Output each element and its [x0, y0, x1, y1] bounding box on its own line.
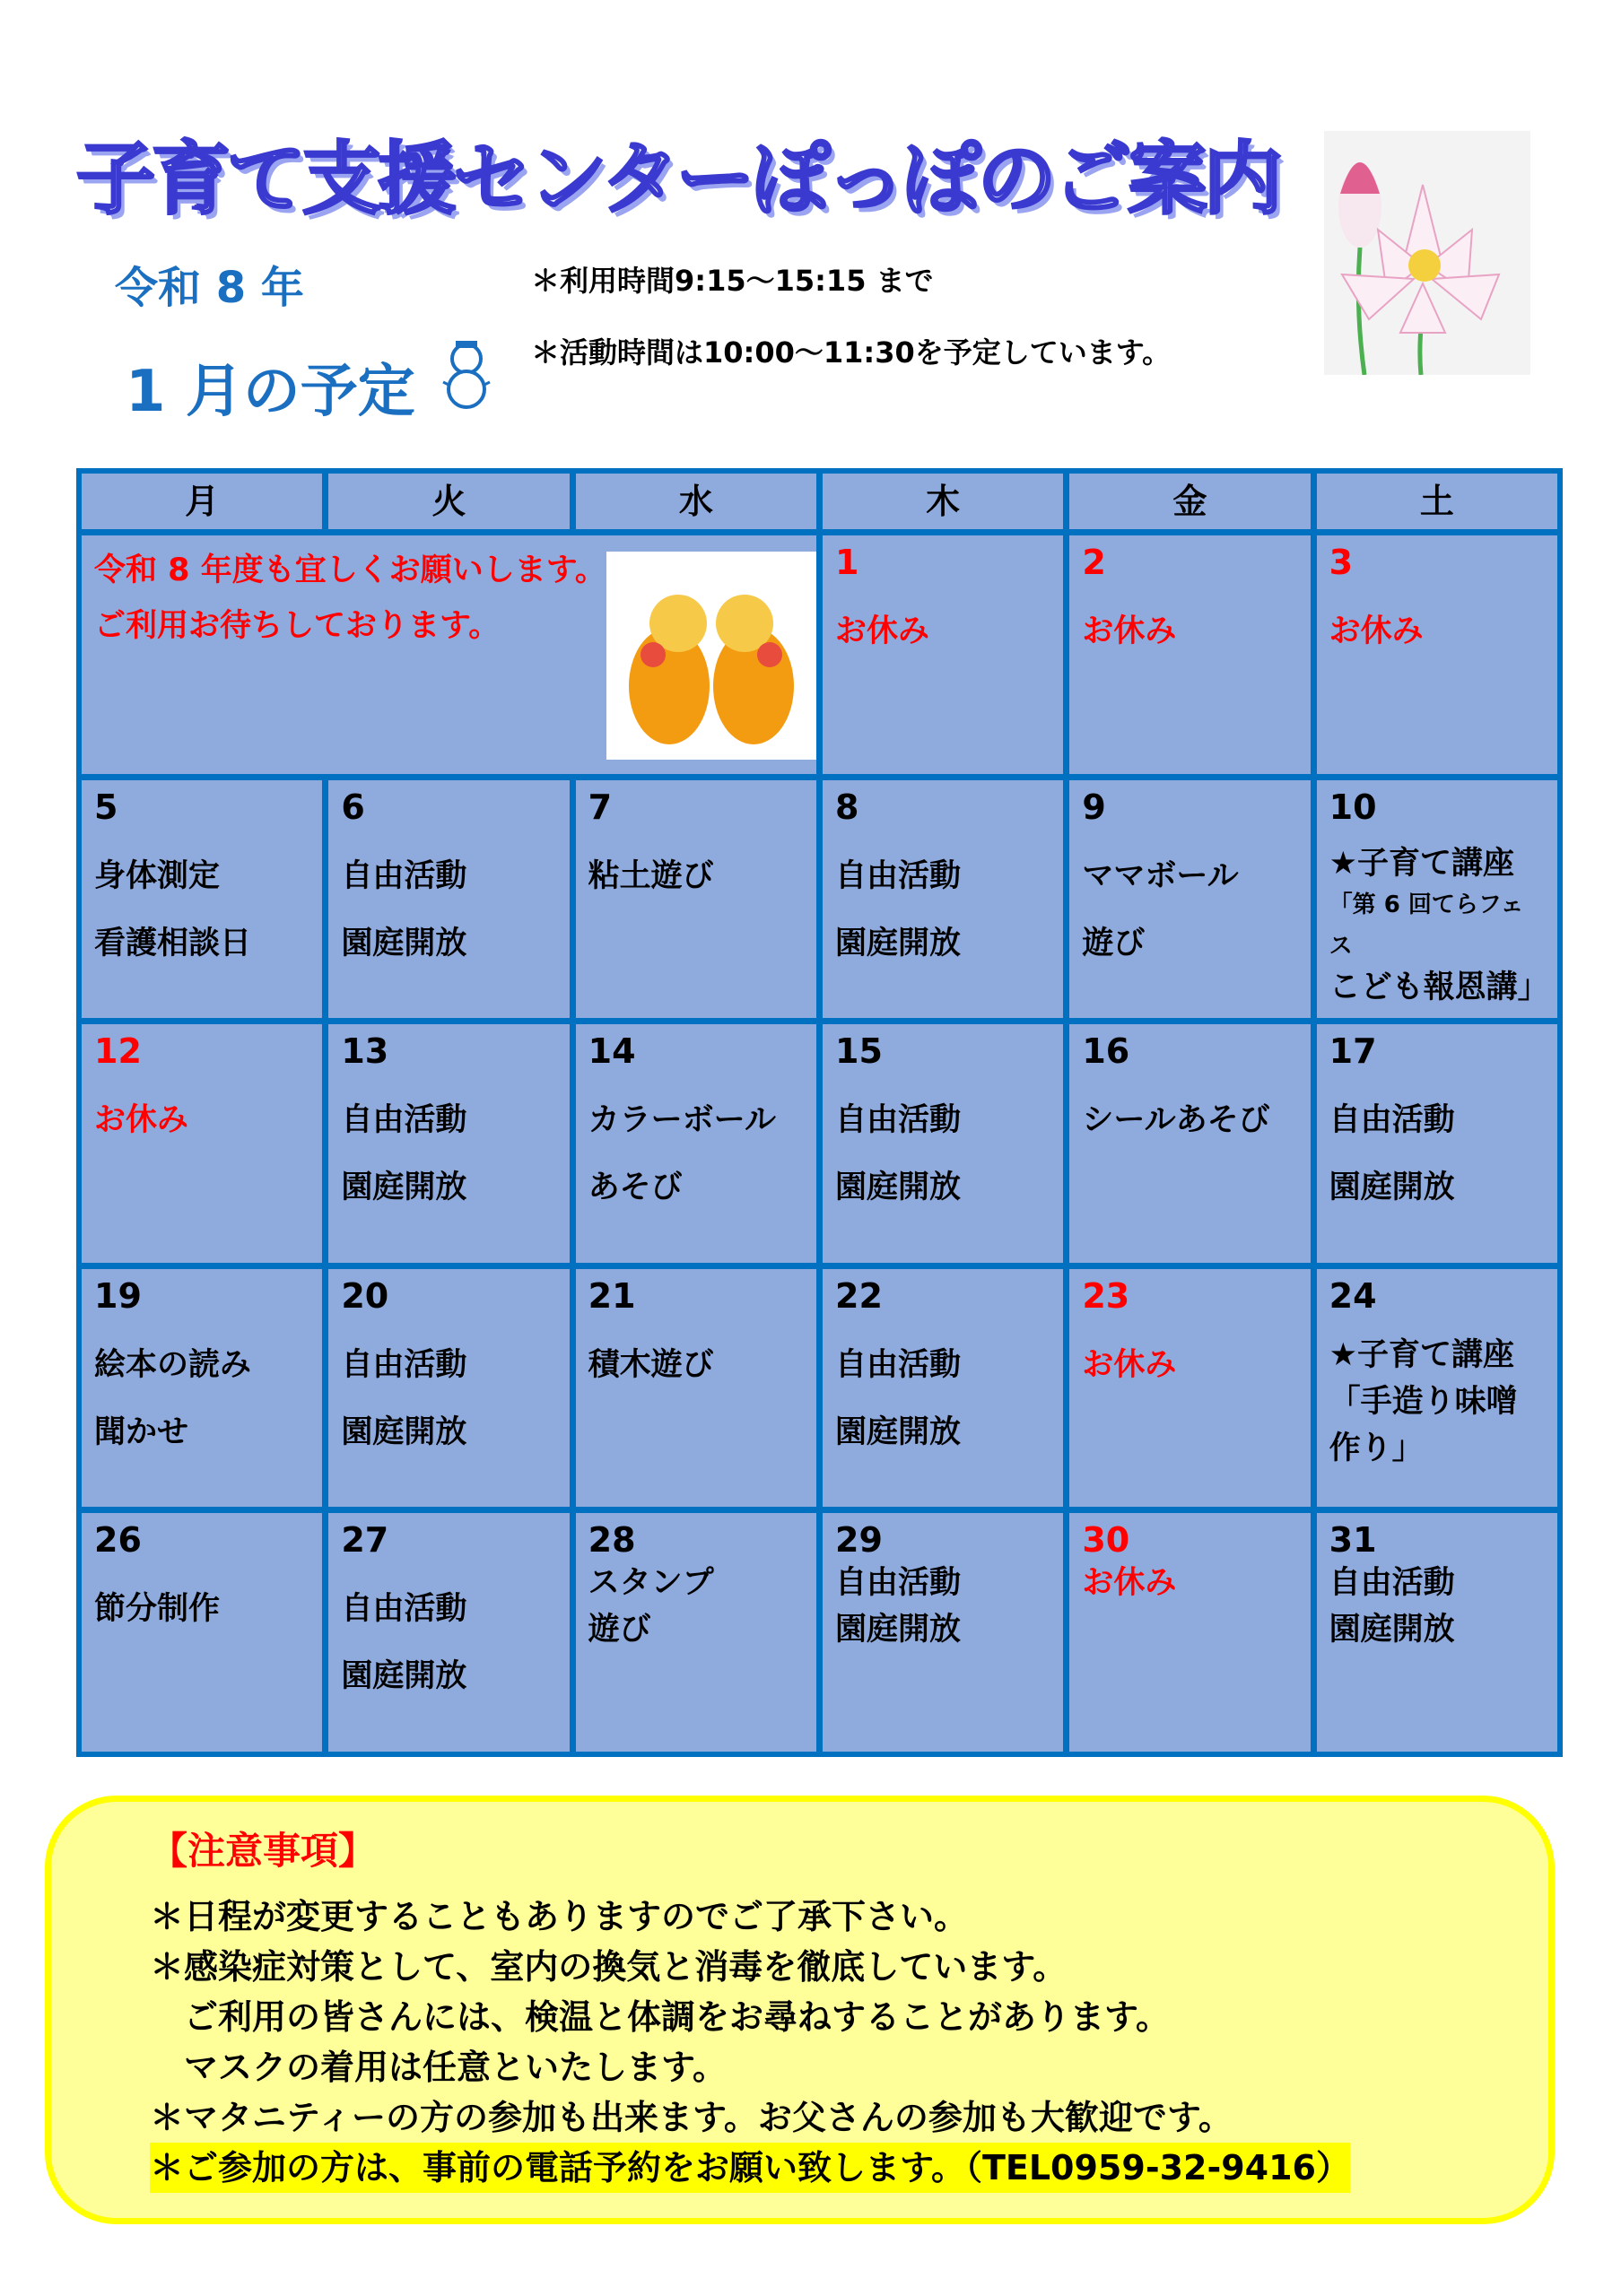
event-text: 自由活動 [835, 1346, 962, 1383]
date-number: 24 [1329, 1275, 1377, 1316]
year-label: 令和 8 年 [115, 263, 304, 313]
date-number: 23 [1082, 1275, 1130, 1316]
event-text: 聞かせ [94, 1413, 189, 1450]
event-text: 自由活動 [1329, 1565, 1455, 1602]
date-number: 16 [1082, 1031, 1130, 1072]
event-text: こども報恩講」 [1329, 969, 1549, 1005]
date-number: 3 [1329, 543, 1354, 582]
event-text: 絵本の読み [94, 1346, 252, 1383]
day-cell-12 [82, 1024, 322, 1263]
weekday-header: 木 [823, 474, 1063, 529]
calendar-table [76, 468, 1563, 1757]
event-text: 自由活動 [341, 857, 467, 894]
event-text: あそび [588, 1170, 683, 1206]
shisa-image [606, 552, 816, 760]
day-cell-5 [82, 780, 322, 1019]
event-text: 園庭開放 [341, 1658, 467, 1695]
weekday-header: 火 [328, 474, 569, 529]
event-text: ★子育て講座 [1329, 845, 1515, 882]
greeting-line: ご利用お待ちしております。 [94, 608, 501, 644]
day-cell-17 [1317, 1024, 1557, 1263]
day-cell-29 [823, 1513, 1063, 1752]
notes-heading: 【注意事項】 [150, 1829, 377, 1873]
date-number: 10 [1329, 787, 1377, 827]
event-text: お休み [835, 613, 930, 649]
lotus-image [1324, 131, 1530, 375]
reservation-note: ＊ご参加の方は、事前の電話予約をお願い致します。（TEL0959-32-9416） [150, 2143, 1350, 2193]
event-text: お休み [94, 1102, 189, 1139]
page-title: 子育て支援センターぽっぽのご案内 [76, 133, 1279, 225]
event-text: 園庭開放 [835, 1170, 962, 1206]
day-cell-24 [1317, 1269, 1557, 1508]
event-text: 自由活動 [341, 1346, 467, 1383]
event-text: 「第 6 回てらフェス [1329, 891, 1524, 960]
month-label: 1 月の予定 [126, 359, 415, 425]
date-number: 12 [94, 1031, 142, 1072]
event-text: 粘土遊び [588, 857, 714, 894]
day-cell-31 [1317, 1513, 1557, 1752]
event-text: 「手造り味噌 [1329, 1383, 1518, 1420]
date-number: 28 [588, 1520, 636, 1561]
event-text: 園庭開放 [835, 1413, 962, 1450]
day-cell-16 [1069, 1024, 1310, 1263]
weekday-header: 水 [576, 474, 816, 529]
day-cell-1 [823, 535, 1063, 774]
date-number: 8 [835, 787, 859, 827]
usage-hours: ＊利用時間9:15～15:15 まで [531, 264, 934, 298]
date-number: 9 [1082, 787, 1106, 827]
event-text: シールあそび [1082, 1102, 1270, 1139]
event-text: 園庭開放 [341, 925, 467, 961]
date-number: 19 [94, 1275, 142, 1316]
day-cell-13 [328, 1024, 569, 1263]
event-text: 自由活動 [835, 1102, 962, 1139]
date-number: 2 [1082, 543, 1106, 582]
event-text: ママボール [1082, 857, 1239, 894]
day-cell-28 [576, 1513, 816, 1752]
event-text: 園庭開放 [341, 1413, 467, 1450]
notes-box [45, 1796, 1555, 2224]
activity-hours: ＊活動時間は10:00～11:30を予定しています。 [531, 335, 1172, 370]
event-text: 園庭開放 [1329, 1170, 1455, 1206]
event-text: ★子育て講座 [1329, 1336, 1515, 1373]
day-cell-15 [823, 1024, 1063, 1263]
event-text: 身体測定 [94, 857, 221, 894]
event-text: 園庭開放 [835, 1612, 962, 1648]
note-line: ご利用の皆さんには、検温と体調をお尋ねすることがあります。 [184, 1997, 1170, 2037]
event-text: 積木遊び [588, 1346, 714, 1383]
event-text: お休み [1082, 1346, 1177, 1383]
day-cell-21 [576, 1269, 816, 1508]
event-text: 自由活動 [341, 1102, 467, 1139]
day-cell-30 [1069, 1513, 1310, 1752]
date-number: 6 [341, 787, 365, 827]
event-text: お休み [1082, 1565, 1177, 1602]
event-text: 自由活動 [1329, 1102, 1455, 1139]
day-cell-14 [576, 1024, 816, 1263]
event-text: 自由活動 [835, 857, 962, 894]
date-number: 15 [835, 1031, 883, 1072]
event-text: 遊び [588, 1612, 651, 1648]
day-cell-2 [1069, 535, 1310, 774]
event-text: 園庭開放 [341, 1170, 467, 1206]
day-cell-23 [1069, 1269, 1310, 1508]
weekday-header: 月 [82, 474, 322, 529]
greeting-cell [82, 535, 816, 774]
day-cell-27 [328, 1513, 569, 1752]
event-text: 看護相談日 [94, 925, 252, 961]
event-text: 自由活動 [341, 1591, 467, 1628]
event-text: カラーボール [588, 1102, 776, 1139]
day-cell-20 [328, 1269, 569, 1508]
date-number: 14 [588, 1031, 636, 1072]
greeting-line: 令和 8 年度も宜しくお願いします。 [94, 552, 606, 588]
date-number: 1 [835, 543, 859, 582]
event-text: スタンプ [588, 1565, 714, 1602]
date-number: 13 [341, 1031, 389, 1072]
event-text: 遊び [1082, 925, 1146, 961]
day-cell-6 [328, 780, 569, 1019]
date-number: 31 [1329, 1520, 1377, 1561]
date-number: 7 [588, 787, 613, 827]
day-cell-7 [576, 780, 816, 1019]
day-cell-26 [82, 1513, 322, 1752]
date-number: 26 [94, 1520, 142, 1561]
date-number: 30 [1082, 1520, 1130, 1561]
day-cell-19 [82, 1269, 322, 1508]
event-text: お休み [1082, 613, 1177, 649]
date-number: 5 [94, 787, 118, 827]
date-number: 17 [1329, 1031, 1377, 1072]
event-text: 自由活動 [835, 1565, 962, 1602]
weekday-header: 土 [1317, 474, 1557, 529]
event-text: 作り」 [1329, 1430, 1424, 1466]
note-line: ＊マタニティーの方の参加も出来ます。お父さんの参加も大歓迎です。 [150, 2098, 1233, 2137]
day-cell-22 [823, 1269, 1063, 1508]
snowman-icon [438, 339, 495, 411]
event-text: お休み [1329, 613, 1424, 649]
day-cell-3 [1317, 535, 1557, 774]
date-number: 20 [341, 1275, 389, 1316]
date-number: 22 [835, 1275, 883, 1316]
event-text: 節分制作 [94, 1591, 221, 1628]
weekday-header: 金 [1069, 474, 1310, 529]
date-number: 27 [341, 1520, 389, 1561]
date-number: 29 [835, 1520, 883, 1561]
note-line: ＊日程が変更することもありますのでご了承下さい。 [150, 1897, 969, 1936]
day-cell-10 [1317, 780, 1557, 1019]
event-text: 園庭開放 [1329, 1612, 1455, 1648]
day-cell-8 [823, 780, 1063, 1019]
day-cell-9 [1069, 780, 1310, 1019]
event-text: 園庭開放 [835, 925, 962, 961]
note-line: ＊感染症対策として、室内の換気と消毒を徹底しています。 [150, 1947, 1068, 1987]
date-number: 21 [588, 1275, 636, 1316]
note-line: マスクの着用は任意といたします。 [184, 2048, 727, 2087]
